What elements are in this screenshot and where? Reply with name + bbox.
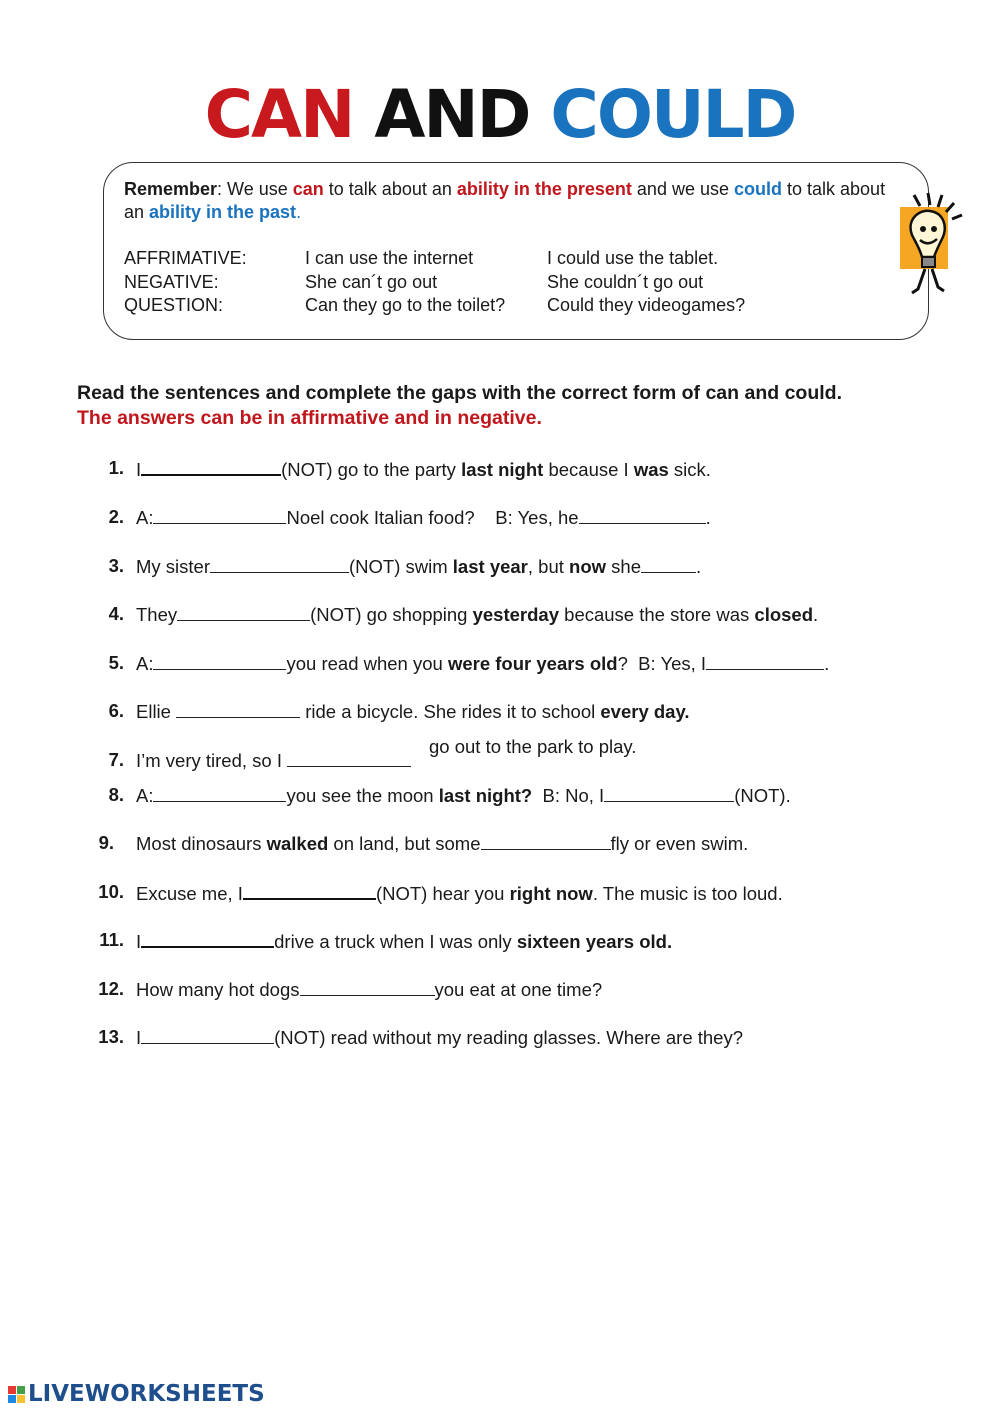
item-text — [136, 831, 748, 856]
item-text-part: . — [813, 604, 819, 625]
remember-text — [124, 178, 894, 224]
item-text-part: They — [136, 604, 178, 625]
answer-gap[interactable] — [579, 505, 706, 524]
item-text-part: Ellie — [136, 701, 177, 722]
item-text-part: I — [136, 931, 142, 952]
answer-gap[interactable] — [153, 505, 286, 524]
logo-text: LIVEWORKSHEETS — [28, 1381, 265, 1407]
logo-mark-icon — [8, 1386, 25, 1403]
item-text-part: she — [606, 556, 641, 577]
item-text-part: fly or even swim. — [610, 833, 749, 854]
item-text-part: you eat at one time? — [434, 979, 603, 1000]
answer-gap[interactable] — [641, 554, 696, 573]
item-number: 4. — [108, 603, 124, 624]
item-text — [136, 783, 791, 808]
item-number: 2. — [108, 506, 124, 527]
answer-gap[interactable] — [287, 748, 411, 767]
bulb-legs — [912, 269, 944, 293]
item-text-part: . The music is too loud. — [592, 883, 783, 904]
item-text-part: . — [696, 556, 702, 577]
item-text — [136, 977, 602, 1002]
item-text-part: , but — [527, 556, 570, 577]
answer-gap[interactable] — [604, 783, 734, 802]
answer-gap[interactable] — [153, 651, 286, 670]
answer-gap[interactable] — [141, 1025, 274, 1044]
item-text-part: (NOT) swim — [349, 556, 453, 577]
item-text-part: (NOT). — [734, 785, 791, 806]
item-text — [136, 928, 672, 954]
item-text-part: on land, but some — [328, 833, 481, 854]
item-text — [136, 505, 711, 530]
title-can: CAN — [204, 76, 354, 153]
forms-row-affirmative — [124, 247, 745, 271]
answer-gap[interactable] — [243, 880, 376, 900]
item-text-part: ride a bicycle. She rides it to school — [300, 701, 601, 722]
answer-gap[interactable] — [210, 554, 349, 573]
item-text-part: . — [705, 507, 711, 528]
item-text — [136, 1025, 743, 1050]
logo-square-blue — [8, 1395, 16, 1403]
item-text-part: Noel cook Italian food? B: Yes, he — [286, 507, 579, 528]
liveworksheets-logo[interactable] — [8, 1381, 265, 1407]
keyword-ability-past: ability in the past — [149, 202, 297, 222]
item-text-part: closed — [754, 604, 814, 625]
answer-gap[interactable] — [153, 783, 286, 802]
form-can-example: Can they go to the toilet? — [305, 295, 506, 315]
item-text-part: now — [569, 556, 607, 577]
item-text-part: was — [633, 459, 669, 480]
keyword-can: can — [292, 179, 324, 199]
item-number: 7. — [108, 749, 124, 770]
answer-gap[interactable] — [141, 928, 274, 948]
answer-gap[interactable] — [300, 977, 435, 996]
item-text-part: sick. — [668, 459, 711, 480]
logo-square-red — [8, 1386, 16, 1394]
item-number: 3. — [108, 555, 124, 576]
item-text-part: were four years old — [447, 653, 618, 674]
item-number: 1. — [108, 457, 124, 478]
form-label: QUESTION: — [124, 295, 224, 315]
remember-text-part: . — [296, 202, 302, 222]
item-text-part: last night? — [438, 785, 533, 806]
item-text-part: I — [136, 459, 142, 480]
item-text-part: A: — [136, 653, 154, 674]
bulb-eye-right — [931, 226, 937, 232]
item-text — [136, 651, 829, 676]
lightbulb-icon — [892, 185, 976, 305]
instructions — [77, 381, 977, 431]
forms-row-question — [124, 294, 745, 318]
item-number: 8. — [108, 784, 124, 805]
form-can-example: I can use the internet — [305, 248, 474, 268]
item-text-part: you read when you — [286, 653, 448, 674]
item-text — [136, 880, 783, 906]
remember-label: Remember — [124, 179, 218, 199]
item-text-part: I — [136, 1027, 142, 1048]
item-text-part: last year — [452, 556, 528, 577]
title-could: COULD — [550, 76, 796, 153]
item-text-part: (NOT) read without my reading glasses. Where are they? — [274, 1027, 743, 1048]
form-could-example: I could use the tablet. — [547, 248, 719, 268]
item-text-part: I’m very tired, so I — [136, 750, 288, 771]
item-text-part: (NOT) go to the party — [281, 459, 462, 480]
forms-row-negative — [124, 271, 745, 295]
answer-gap[interactable] — [141, 456, 281, 476]
item-text-part: . — [824, 653, 830, 674]
logo-square-yellow — [17, 1395, 25, 1403]
page-title — [0, 76, 1000, 153]
form-could-example: She couldn´t go out — [547, 271, 704, 292]
item-text-part: yesterday — [472, 604, 560, 625]
item-text-part: How many hot dogs — [136, 979, 300, 1000]
form-could-example: Could they videogames? — [547, 295, 746, 315]
instructions-line-1: Read the sentences and complete the gaps with the correct form of can and could. — [77, 382, 842, 404]
item-text-part: B: No, I — [532, 785, 605, 806]
remember-text-part: : We use — [217, 179, 293, 199]
forms-table — [124, 247, 745, 318]
item-text-part: every day. — [600, 701, 690, 722]
item-text-part: A: — [136, 507, 154, 528]
item-text-part: A: — [136, 785, 154, 806]
bulb-base — [922, 257, 935, 267]
item-text — [136, 699, 690, 724]
item-text-part: Excuse me, I — [136, 883, 243, 904]
item-text-part: (NOT) hear you — [375, 883, 510, 904]
item-number: 9. — [98, 832, 114, 853]
item-text — [136, 748, 411, 773]
keyword-ability-present: ability in the present — [456, 179, 632, 199]
logo-square-green — [17, 1386, 25, 1394]
item-text-part: go out to the park to play. — [429, 736, 637, 757]
form-label: NEGATIVE: — [124, 271, 219, 292]
item-text-part: (NOT) go shopping — [310, 604, 473, 625]
remember-text-part: to talk about an — [323, 179, 457, 199]
item-text — [136, 456, 711, 482]
item-text — [136, 602, 818, 627]
item-text-part: Most dinosaurs — [136, 833, 267, 854]
item-text — [136, 554, 701, 579]
item-text-part: because I — [543, 459, 634, 480]
instructions-line-2: The answers can be in affirmative and in negative. — [77, 407, 542, 429]
item-text-part: you see the moon — [286, 785, 439, 806]
answer-gap[interactable] — [481, 831, 611, 850]
form-label: AFFRIMATIVE: — [124, 248, 247, 268]
item-number: 12. — [98, 978, 124, 999]
item-text-part: walked — [266, 833, 329, 854]
answer-gap[interactable] — [177, 602, 310, 621]
item-text-part: right now — [509, 883, 593, 904]
keyword-could: could — [734, 179, 782, 199]
bulb-eye-left — [920, 226, 926, 232]
item-number: 5. — [108, 652, 124, 673]
item-number: 10. — [98, 881, 124, 902]
exercise-item-7-continuation — [429, 735, 729, 759]
item-text-part: My sister — [136, 556, 210, 577]
item-number: 6. — [108, 700, 124, 721]
item-text-part: ? B: Yes, I — [617, 653, 707, 674]
item-number: 11. — [99, 929, 124, 950]
item-text-part: last night — [461, 459, 544, 480]
item-text-part: sixteen years old. — [516, 931, 673, 952]
answer-gap[interactable] — [706, 651, 824, 670]
item-number: 13. — [98, 1026, 124, 1047]
item-text-part: because the store was — [559, 604, 755, 625]
item-text-part: drive a truck when I was only — [274, 931, 517, 952]
remember-text-part: and we use — [631, 179, 734, 199]
form-can-example: She can´t go out — [305, 271, 438, 292]
title-and: AND — [374, 76, 530, 153]
remember-text-part: to talk about an — [124, 179, 886, 222]
answer-gap[interactable] — [176, 699, 300, 718]
